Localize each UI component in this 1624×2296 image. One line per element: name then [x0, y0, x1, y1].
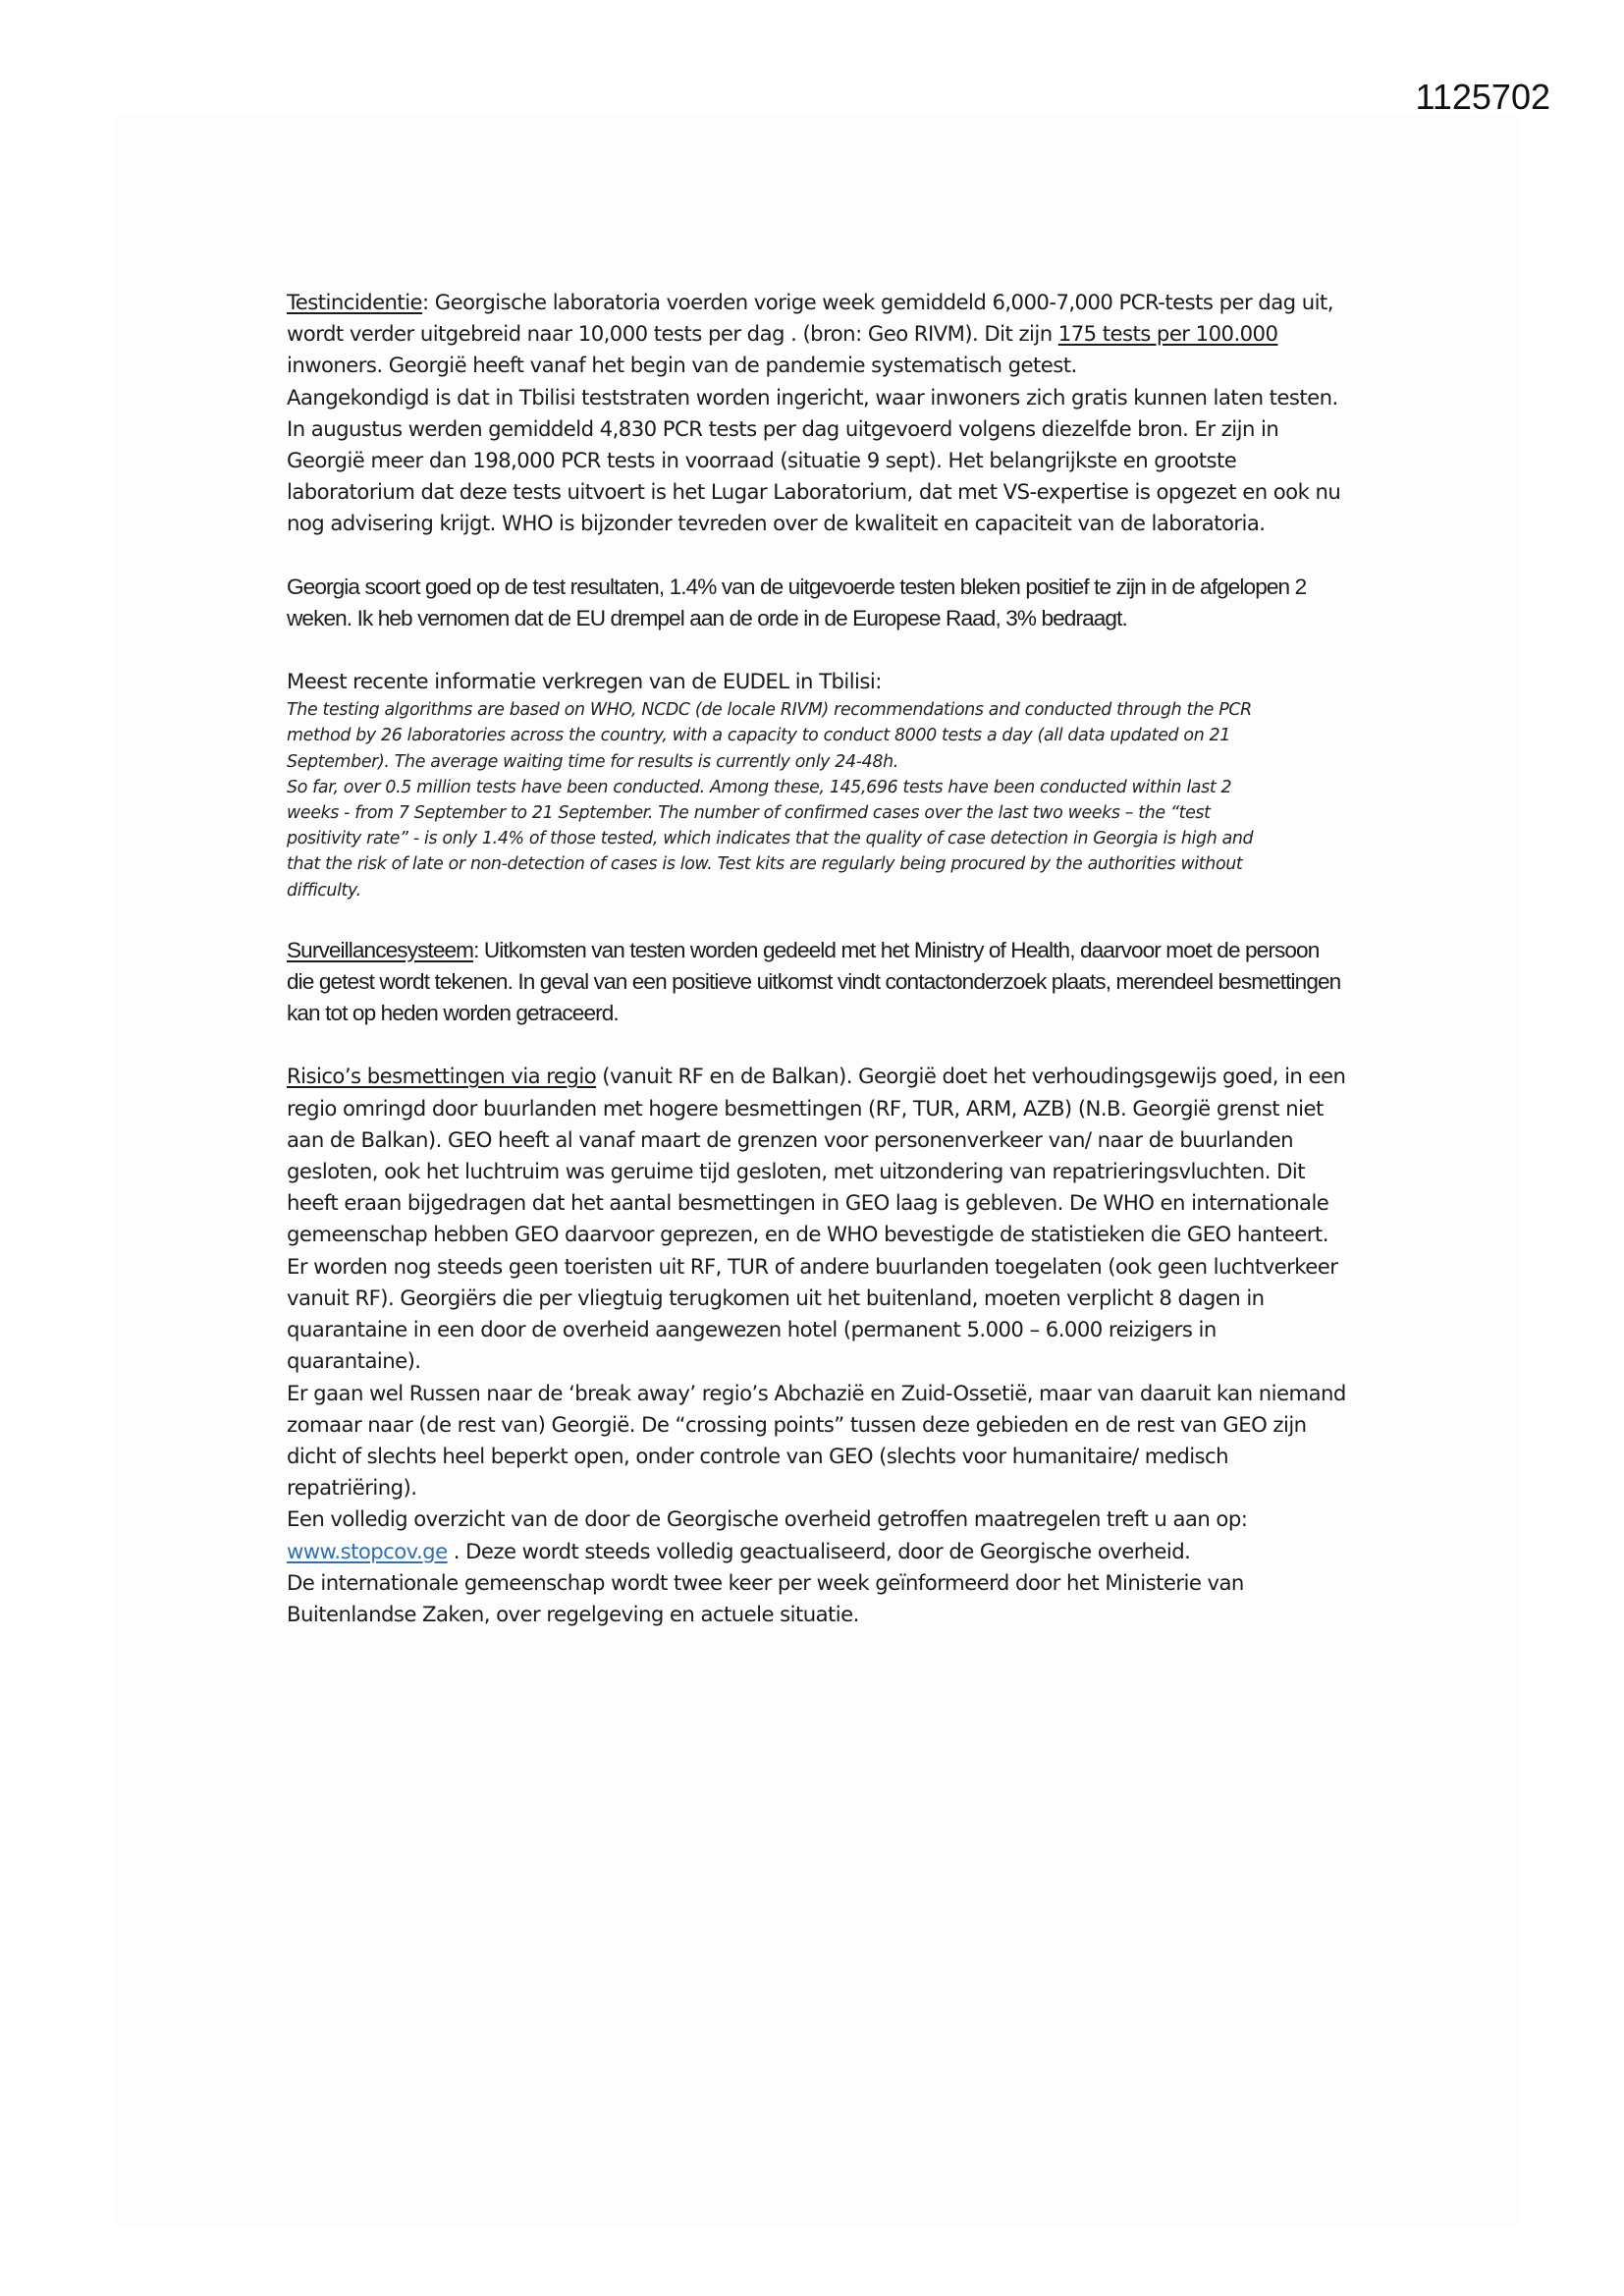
heading-risks: Risico’s besmettingen via regio — [287, 1064, 597, 1089]
paragraph-surveillance — [287, 935, 1347, 1030]
paragraph-teststraten: Aangekondigd is dat in Tbilisi teststraten worden ingericht, waar inwoners zich gratis kunnen laten testen. — [287, 384, 1338, 410]
spacer — [287, 1029, 1347, 1061]
text: : Uitkomsten van testen worden gedeeld met het Ministry of Health, daarvoor moet de persoon die getest wordt tekenen. In geval van een positieve uitkomst vindt contactonderzoek plaats, merendeel besmettingen kan tot op heden worden getraceerd. — [287, 937, 1341, 1026]
paragraph-test-results: Georgia scoort goed op de test resultaten, 1.4% van de uitgevoerde testen bleken positief te zijn in de afgelopen 2 weken. Ik heb vernomen dat de EU drempel aan de orde in de Europese Raad, 3% bedraagt. — [287, 574, 1307, 630]
spacer — [287, 903, 1347, 935]
paragraph-risks — [287, 1061, 1347, 1377]
text: (vanuit RF en de Balkan). Georgië doet het verhoudingsgewijs goed, in een regio omringd door buurlanden met hogere besmettingen (RF, TUR, ARM, AZB) (N.B. Georgië grenst niet aan de Balkan). GEO heeft al vanaf maart de grenzen voor personenverkeer van/ naar de buurlanden gesloten, ook het luchtruim was geruime tijd gesloten, met uitzondering van repatrieringsvluchten. Dit heeft eraan bijgedragen dat het aantal besmettingen in GEO laag is gebleven. De WHO en internationale gemeenschap hebben GEO daarvoor geprezen, en de WHO bevestigde de statistieken die GEO hanteert. Er worden nog steeds geen toeristen uit RF, TUR of andere buurlanden toegelaten (ook geen luchtverkeer vanuit RF). Georgiërs die per vliegtuig terugkomen uit het buitenland, moeten verplicht 8 dagen in quarantaine in een door de overheid aangewezen hotel (permanent 5.000 – 6.000 reizigers in quarantaine). — [287, 1064, 1346, 1374]
text: : Georgische laboratoria voerden vorige week gemiddeld 6,000-7,000 PCR-tests per dag uit, wordt verder uitgebreid naar 10,000 tests per dag . (bron: Geo RIVM). Dit zijn — [287, 290, 1333, 347]
underlined-tests-per-100000: 175 tests per 100.000 — [1057, 321, 1278, 347]
stopcov-link[interactable]: www.stopcov.ge — [287, 1538, 448, 1563]
eudel-quote-1: The testing algorithms are based on WHO, NCDC (de locale RIVM) recommendations and conducted through the PCR method by 26 laboratories across the country, with a capacity to conduct 8000 tests a day (all data updated on 21 September). The average waiting time for results is currently only 24-48h. — [287, 700, 1252, 772]
paragraph-testincidentie — [287, 287, 1347, 382]
paragraph-break-away: Er gaan wel Russen naar de ‘break away’ regio’s Abchazië en Zuid-Ossetië, maar van daaruit kan niemand zomaar naar (de rest van) Georgië. De “crossing points” tussen deze gebieden en de rest van GEO zijn dicht of slechts heel beperkt open, onder controle van GEO (slechts voor humanitaire/ medisch repatriëring). — [287, 1380, 1346, 1501]
text: . Deze wordt steeds volledig geactualiseerd, door de Georgische overheid. — [447, 1538, 1191, 1563]
paragraph-overview — [287, 1503, 1347, 1566]
spacer — [287, 540, 1347, 572]
spacer — [287, 634, 1347, 666]
document-number: 1125702 — [1415, 77, 1550, 117]
eudel-intro: Meest recente informatie verkregen van de EUDEL in Tbilisi: — [287, 669, 882, 694]
paragraph-international: De internationale gemeenschap wordt twee keer per week geïnformeerd door het Ministerie van Buitenlandse Zaken, over regelgeving en actuele situatie. — [287, 1569, 1244, 1626]
text: Een volledig overzicht van de door de Georgische overheid getroffen maatregelen treft u aan op: — [287, 1506, 1248, 1532]
heading-testincidentie: Testincidentie — [287, 290, 423, 314]
paragraph-augustus: In augustus werden gemiddeld 4,830 PCR tests per dag uitgevoerd volgens diezelfde bron. Er zijn in Georgië meer dan 198,000 PCR tests in voorraad (situatie 9 sept). Het belangrijkste en grootste laboratorium dat deze tests uitvoert is het Lugar Laboratorium, dat met VS-expertise is opgezet en ook nu nog advisering krijgt. WHO is bijzonder tevreden over de kwaliteit en capaciteit van de laboratoria. — [287, 415, 1341, 536]
eudel-quote-2: So far, over 0.5 million tests have been conducted. Among these, 145,696 tests have been conducted within last 2 weeks - from 7 September to 21 September. The number of confirmed cases over the last two weeks – the “test positivity rate” - is only 1.4% of those tested, which indicates that the quality of case detection in Georgia is high and that the risk of late or non-detection of cases is low. Test kits are regularly being procured by the authorities without difficulty. — [287, 777, 1254, 901]
document-body — [287, 287, 1347, 1630]
heading-surveillance: Surveillancesysteem — [287, 937, 474, 962]
text: inwoners. Georgië heeft vanaf het begin van de pandemie systematisch getest. — [287, 353, 1077, 378]
